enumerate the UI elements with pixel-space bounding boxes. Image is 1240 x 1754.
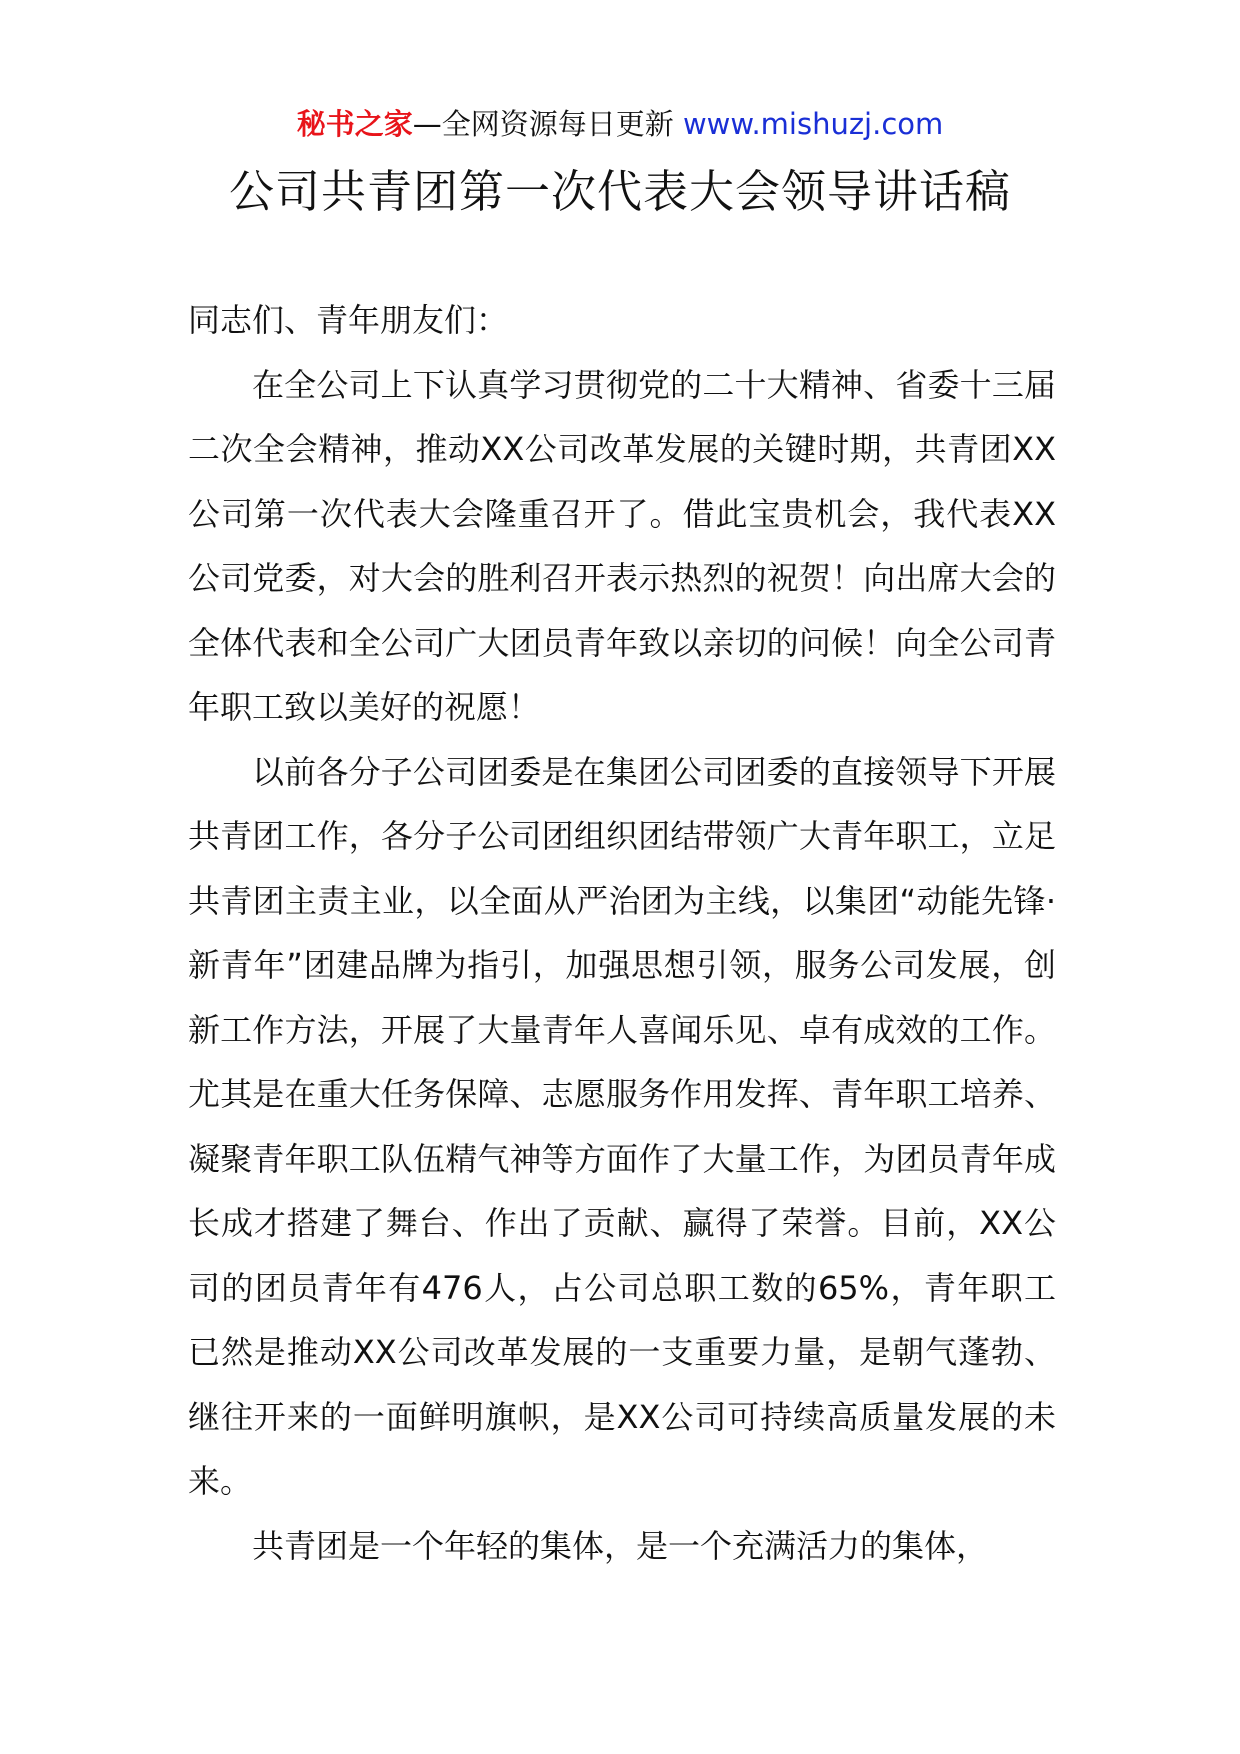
body-paragraph-1: 在全公司上下认真学习贯彻党的二十大精神、省委十三届二次全会精神，推动XX公司改革发展的关键时期，共青团XX公司第一次代表大会隆重召开了。借此宝贵机会，我代表XX公司党委，对大会的胜利召开表示热烈的祝贺！向出席大会的全体代表和全公司广大团员青年致以亲切的问候！向全公司青年职工致以美好的祝愿！ xyxy=(188,365,1056,726)
salutation: 同志们、青年朋友们： xyxy=(188,301,509,339)
header-banner xyxy=(0,104,1240,144)
brand-name: 秘书之家 xyxy=(296,107,413,141)
body-paragraph-3: 共青团是一个年轻的集体，是一个充满活力的集体， xyxy=(252,1526,989,1565)
document-body xyxy=(188,288,1056,1578)
document-title: 公司共青团第一次代表大会领导讲话稿 xyxy=(228,165,1011,218)
site-url-link[interactable]: www.mishuzj.com xyxy=(682,107,944,141)
header-tagline: —全网资源每日更新 xyxy=(412,107,683,141)
body-paragraph-2: 以前各分子公司团委是在集团公司团委的直接领导下开展共青团工作，各分子公司团组织团结带领广大青年职工，立足共青团主责主业，以全面从严治团为主线，以集团“动能先锋·新青年”团建品牌为指引，加强思想引领，服务公司发展，创新工作方法，开展了大量青年人喜闻乐见、卓有成效的工作。尤其是在重大任务保障、志愿服务作用发挥、青年职工培养、凝聚青年职工队伍精气神等方面作了大量工作，为团员青年成长成才搭建了舞台、作出了贡献、赢得了荣誉。目前，XX公司的团员青年有476人，占公司总职工数的65%，青年职工已然是推动XX公司改革发展的一支重要力量，是朝气蓬勃、继往开来的一面鲜明旗帜，是XX公司可持续高质量发展的未来。 xyxy=(188,752,1056,1500)
